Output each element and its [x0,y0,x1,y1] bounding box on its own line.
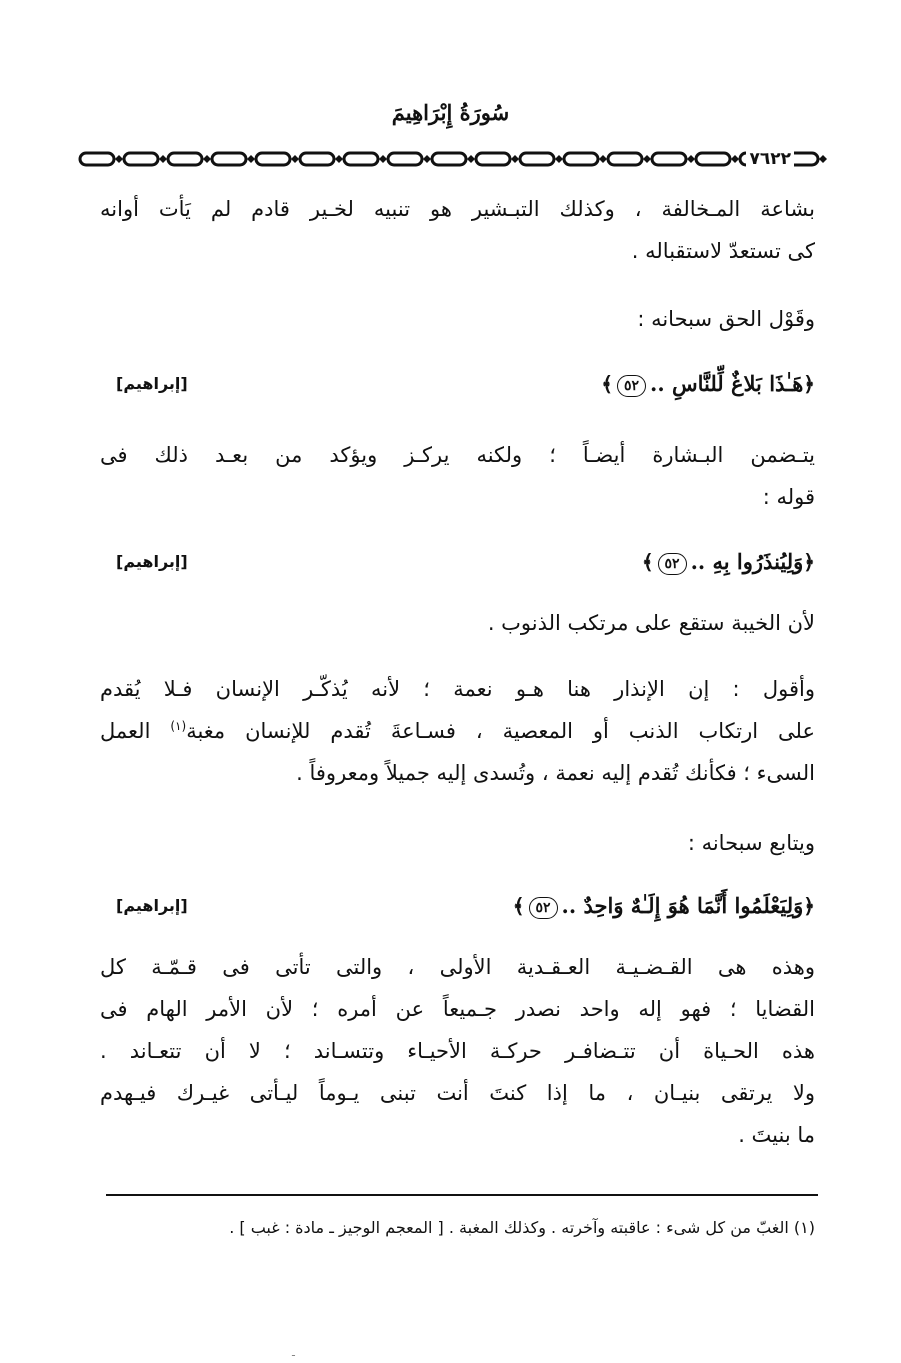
page-number: ٧٦٢٢ [746,146,794,172]
text-line: القضايا ؛ فهو إله واحد نصدر جـميعاً عن أمره ؛ لأن الأمر الهام فى [100,997,815,1021]
ayah-number: ٥٢ [617,375,646,397]
verse-words: هَـٰذَا بَلاغٌ لِّلنَّاسِ .. [650,371,804,396]
ornament-diamond [467,155,475,163]
footnote-marker: (١) [170,719,187,733]
ornament-link [124,153,158,165]
footnote: (١) الغبّ من كل شىء : عاقبته وآخرته . وكذلك المغبة . [ المعجم الوجيز ـ مادة : غبب ] . [229,1218,815,1237]
ornament-diamond [423,155,431,163]
quran-verse-2 [100,540,815,584]
verse-close-bracket: ﴾ [512,894,525,918]
ornament-diamond [731,155,739,163]
ornament-diamond [379,155,387,163]
verse-reference: [إبراهيم] [116,896,188,915]
paragraph-6 [100,822,815,864]
verse-reference: [إبراهيم] [116,552,188,571]
verse-close-bracket: ﴾ [641,550,654,574]
ornament-link [388,153,422,165]
ornament-link [608,153,642,165]
page-speck: ـ [292,1348,295,1359]
text-line: وأقول : إن الإنذار هنا هـو نعمة ؛ لأنه يُذكّـر الإنسان فـلا يُقدم [100,677,815,701]
ornament-diamond [819,155,827,163]
text-line [100,710,815,752]
ornament-diamond [599,155,607,163]
text-line: يتـضمن البـشارة أيضـاً ؛ ولكنه يركـز ويؤكد من بعـد ذلك فى [100,443,815,467]
text-line: ويتابع سبحانه : [687,831,815,855]
surah-title: سُورَةُ إِبْرَاهِيمَ [391,100,510,125]
ornament-link [432,153,466,165]
ornament-diamond [687,155,695,163]
quran-verse-1 [100,362,815,406]
verse-text [642,540,815,584]
text-line: هذه الحـياة أن تتـضافـر حركـة الأحيـاء وتتسـاند ؛ لا أن تتعـاند . [100,1039,815,1063]
ornament-diamond [511,155,519,163]
ornament-link [652,153,686,165]
text-line: بشاعة المـخالفة ، وكذلك التبـشير هو تنبيه لخـير قادم لم يَأت أوانه [100,197,815,221]
ornament-link [80,153,114,165]
verse-words: وَلِيُنذَرُوا بِهِ .. [690,549,804,574]
ornament-link [564,153,598,165]
ornament-link [696,153,730,165]
ornament-link [344,153,378,165]
ornament-diamond [555,155,563,163]
paragraph-7 [100,946,815,1156]
ornament-diamond [115,155,123,163]
ornament-diamond [335,155,343,163]
text-line: قوله : [762,485,815,509]
paragraph-1 [100,188,815,272]
ornament-diamond [643,155,651,163]
verse-text [513,884,815,928]
text-line: وقَوْل الحق سبحانه : [637,307,815,331]
verse-open-bracket: ﴿ [803,372,815,396]
paragraph-3 [100,434,815,518]
text-line: وهذه هى القـضـيـة العـقـدية الأولى ، والتى تأتى فى قـمّـة كل [100,955,815,979]
paragraph-2 [100,298,815,340]
ornament-link [212,153,246,165]
verse-words: وَلِيَعْلَمُوا أَنَّمَا هُوَ إِلَـٰهٌ وَاحِدٌ .. [561,893,804,918]
quran-verse-3 [100,884,815,928]
ornament-diamond [203,155,211,163]
ornament-diamond [247,155,255,163]
text-line: كى تستعدّ لاستقباله . [631,239,815,263]
ornament-link [476,153,510,165]
ayah-number: ٥٢ [658,553,687,575]
text-line: لأن الخيبة ستقع على مرتكب الذنوب . [487,611,815,635]
text-line: ولا يرتقى بنيـان ، ما إذا كنتَ أنت تبنى يـوماً ليـأتى غيـرك فيـهدم [100,1081,815,1105]
verse-open-bracket: ﴿ [803,894,815,918]
ornament-diamond [291,155,299,163]
text-segment: على ارتكاب الذنب أو المعصية ، فسـاعةَ تُقدم للإنسان مغبة [186,719,815,743]
header-ornament-band [78,146,838,172]
paragraph-4 [100,602,815,644]
verse-text [601,362,815,406]
ornament-diamond [159,155,167,163]
text-line: ما بنيتَ . [738,1123,815,1147]
ornament-link [520,153,554,165]
text-segment: العمل [100,719,171,743]
paragraph-5 [100,668,815,794]
verse-open-bracket: ﴿ [803,550,815,574]
text-line: السىء ؛ فكأنك تُقدم إليه نعمة ، وتُسدى إليه جميلاً ومعروفاً . [296,761,815,785]
ornament-link [256,153,290,165]
footnote-divider [106,1194,818,1196]
verse-reference: [إبراهيم] [116,374,188,393]
ornament-link [168,153,202,165]
chain-ornament [78,146,838,172]
ayah-number: ٥٢ [529,897,558,919]
verse-close-bracket: ﴾ [601,372,613,396]
ornament-link [300,153,334,165]
